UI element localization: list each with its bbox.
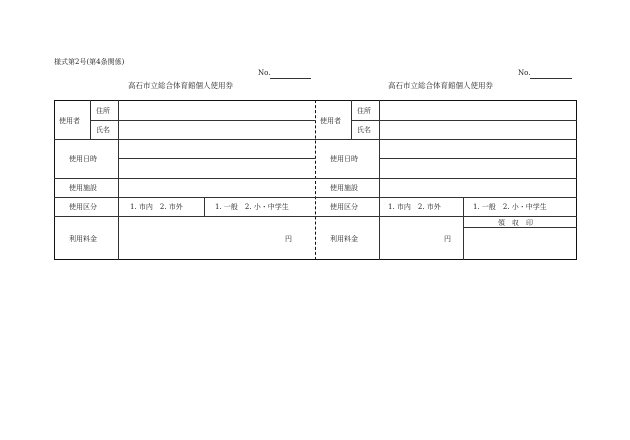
row-line <box>315 178 577 179</box>
facility-label: 使用施設 <box>69 184 97 192</box>
ticket-number-label-left: No. <box>258 69 271 77</box>
address-label: 住所 <box>96 107 110 115</box>
ticket-number-line-left <box>270 78 311 79</box>
row-line <box>351 120 577 121</box>
cut-line <box>315 100 316 260</box>
row-line <box>315 139 577 140</box>
ticket-number-label-right: No. <box>518 69 531 77</box>
residence-options: 1. 市内 2. 市外 <box>388 203 441 211</box>
row-line <box>90 120 315 121</box>
row-line <box>118 158 315 159</box>
col-line <box>463 197 464 260</box>
yen-unit: 円 <box>444 235 451 243</box>
address-label: 住所 <box>357 107 371 115</box>
row-line <box>315 216 577 217</box>
row-line <box>379 158 577 159</box>
col-line <box>204 197 205 216</box>
date-label: 使用日時 <box>69 155 97 163</box>
name-label: 氏名 <box>96 126 110 134</box>
ticket-title-left: 高石市立総合体育館個人使用券 <box>128 81 233 90</box>
row-line <box>54 216 315 217</box>
user-label: 使用者 <box>59 117 80 125</box>
col-line <box>351 100 352 139</box>
row-line <box>315 197 577 198</box>
col-line <box>379 100 380 260</box>
residence-options: 1. 市内 2. 市外 <box>130 203 183 211</box>
fee-label: 利用料金 <box>69 235 97 243</box>
ticket-title-right: 高石市立総合体育館個人使用券 <box>388 81 493 90</box>
date-label: 使用日時 <box>330 155 358 163</box>
row-line <box>54 139 315 140</box>
age-options: 1. 一般 2. 小・中学生 <box>215 203 289 211</box>
fee-label: 利用料金 <box>330 235 358 243</box>
category-label: 使用区分 <box>330 203 358 211</box>
ticket-number-line-right <box>530 78 572 79</box>
row-line <box>54 178 315 179</box>
category-label: 使用区分 <box>69 203 97 211</box>
facility-label: 使用施設 <box>330 184 358 192</box>
age-options: 1. 一般 2. 小・中学生 <box>473 203 547 211</box>
col-line <box>118 100 119 260</box>
row-line <box>54 197 315 198</box>
user-label: 使用者 <box>320 117 341 125</box>
name-label: 氏名 <box>357 126 371 134</box>
form-id: 様式第2号(第4条関係) <box>54 58 125 66</box>
yen-unit: 円 <box>285 235 292 243</box>
col-line <box>90 100 91 139</box>
receipt-stamp-label: 領 収 印 <box>498 219 533 227</box>
